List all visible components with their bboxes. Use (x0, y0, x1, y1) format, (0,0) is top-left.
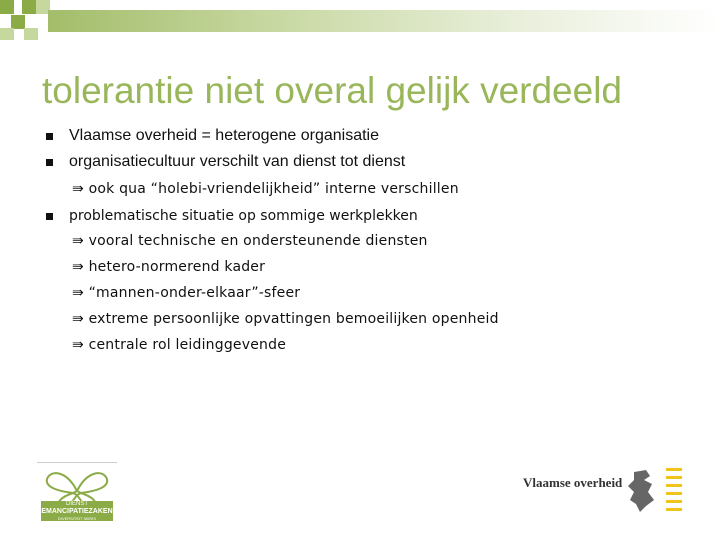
sub-item (72, 181, 459, 197)
logo-line-2: EMANCIPATIEZAKEN (41, 508, 113, 515)
sub-item (72, 285, 300, 301)
arrow-icon: ⇛ (72, 337, 84, 353)
slide-title: tolerantie niet overal gelijk verdeeld (42, 70, 623, 111)
sub-item-text: “mannen-onder-elkaar”-sfeer (88, 285, 301, 301)
arrow-icon: ⇛ (72, 311, 84, 327)
corner-square-5 (0, 28, 14, 40)
logo-line-3: DIVERSITEIT NDRIS (57, 516, 97, 521)
corner-square-2 (22, 0, 36, 14)
sub-item-text: ook qua “holebi-vriendelijkheid” interne verschillen (88, 181, 459, 197)
vlaamse-overheid-logo (520, 466, 688, 516)
arrow-icon: ⇛ (72, 259, 84, 275)
arrow-icon: ⇛ (72, 233, 84, 249)
logo-line-1: DIENST (65, 501, 88, 507)
emancipatiezaken-logo (37, 462, 117, 523)
corner-square-3 (11, 15, 25, 29)
bullet-text: Vlaamse overheid = heterogene organisatie (69, 127, 379, 144)
sub-item (72, 311, 499, 327)
header-band (48, 10, 720, 32)
arrow-icon: ⇛ (72, 181, 84, 197)
sub-item-text: vooral technische en ondersteunende diensten (88, 233, 428, 249)
sub-item-text: centrale rol leidinggevende (88, 337, 287, 353)
bullet-marker (46, 213, 53, 220)
arrow-icon: ⇛ (72, 285, 84, 301)
corner-square-6 (24, 28, 38, 40)
sub-item-text: hetero-normerend kader (88, 259, 266, 275)
flemish-lion-icon (624, 466, 686, 516)
sub-item (72, 233, 428, 249)
vlaamse-overheid-wordmark: Vlaamse overheid (523, 475, 623, 490)
sub-item (72, 259, 265, 275)
sub-item-text: extreme persoonlijke opvattingen bemoeilijken openheid (88, 311, 499, 327)
sub-item (72, 337, 286, 353)
bullet-marker (46, 133, 53, 140)
corner-square-1 (0, 0, 14, 14)
bullet-marker (46, 159, 53, 166)
bullet-text: organisatiecultuur verschilt van dienst tot dienst (69, 153, 406, 170)
bullet-text: problematische situatie op sommige werkplekken (69, 208, 418, 224)
